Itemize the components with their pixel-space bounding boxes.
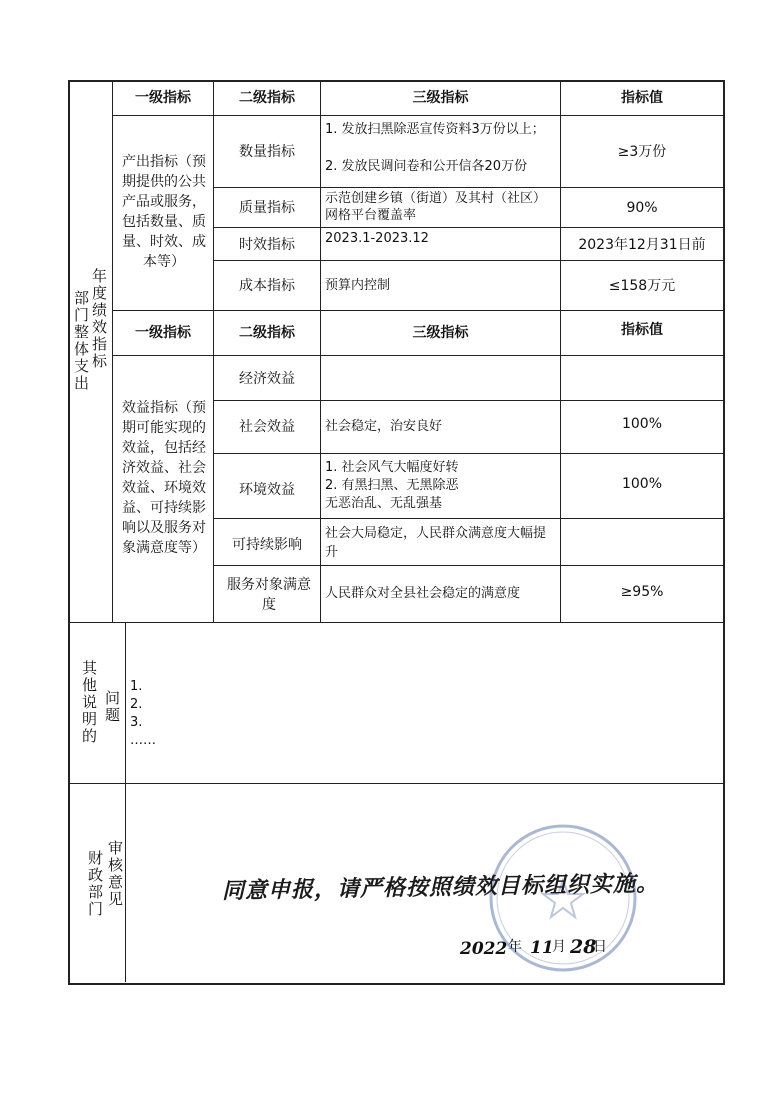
date-day: 28: [570, 936, 597, 958]
approval-opinion-handwritten: 同意申报，请严格按照绩效目标组织实施。: [221, 870, 660, 905]
cost-indicator-value: ≤158万元: [608, 278, 676, 294]
header1-level2: 二级指标: [239, 90, 295, 106]
timeliness-indicator-value: 2023年12月31日前: [578, 237, 706, 253]
date-month-char: 月: [552, 939, 566, 955]
finance-dept-label: 财政部门: [86, 850, 104, 918]
satisfaction-desc: 人民群众对全县社会稳定的满意度: [325, 586, 521, 601]
sustainable-impact-desc: 社会大局稳定，人民群众满意度大幅提升: [325, 526, 547, 560]
quantity-indicator-label: 数量指标: [239, 144, 295, 160]
finance-opinion-label: 审核意见: [106, 840, 124, 908]
other-notes-label: 其他说明的: [80, 660, 98, 745]
social-benefit-label: 社会效益: [239, 419, 295, 435]
other-notes-label-2: 问题: [103, 690, 121, 724]
economic-benefit-label: 经济效益: [239, 371, 295, 387]
satisfaction-label: 服务对象满意度: [227, 577, 311, 613]
quantity-indicator-desc-2: 2. 发放民调问卷和公开信各20万份: [325, 159, 528, 174]
section-label-dept: 部门整体支出: [72, 290, 90, 392]
other-notes-item-more: ……: [130, 733, 156, 748]
header1-value: 指标值: [621, 90, 663, 106]
quality-indicator-value: 90%: [626, 200, 658, 216]
quality-indicator-label: 质量指标: [239, 200, 295, 216]
satisfaction-value: ≥95%: [620, 584, 664, 600]
header1-level3: 三级指标: [412, 90, 469, 106]
date-year: 2022: [460, 939, 508, 959]
timeliness-indicator-desc: 2023.1-2023.12: [325, 231, 429, 246]
other-notes-item-1: 1.: [130, 679, 143, 694]
section-label-indicator: 年度绩效指标: [90, 268, 108, 370]
date-day-char: 日: [593, 939, 607, 955]
other-notes-item-2: 2.: [130, 697, 143, 712]
environmental-benefit-value: 100%: [621, 476, 663, 492]
social-benefit-desc: 社会稳定，治安良好: [325, 419, 443, 434]
environmental-benefit-desc-3: 无恶治乱、无乱强基: [325, 496, 443, 511]
other-notes-item-3: 3.: [130, 715, 143, 730]
header2-level1: 一级指标: [135, 325, 191, 341]
timeliness-indicator-label: 时效指标: [239, 237, 295, 253]
header1-level1: 一级指标: [135, 90, 191, 106]
header2-level2: 二级指标: [239, 325, 295, 341]
quality-indicator-desc: 示范创建乡镇（街道）及其村（社区）网格平台覆盖率: [325, 191, 547, 223]
environmental-benefit-label: 环境效益: [239, 482, 295, 498]
environmental-benefit-desc-1: 1. 社会风气大幅度好转: [325, 460, 459, 475]
output-level1-label: 产出指标（预期提供的公共产品或服务，包括数量、质量、时效、成本等）: [122, 154, 206, 270]
cost-indicator-desc: 预算内控制: [325, 278, 391, 293]
cost-indicator-label: 成本指标: [239, 278, 295, 294]
header2-value: 指标值: [621, 322, 663, 338]
header2-level3: 三级指标: [412, 325, 469, 341]
benefit-level1-label: 效益指标（预期可能实现的效益，包括经济效益、社会效益、环境效益、可持续影响以及服务对象满意度等）: [122, 400, 206, 556]
quantity-indicator-value: ≥3万份: [617, 144, 667, 160]
social-benefit-value: 100%: [621, 416, 663, 432]
quantity-indicator-desc-1: 1. 发放扫黑除恶宣传资料3万份以上；: [325, 122, 545, 137]
environmental-benefit-desc-2: 2. 有黑扫黑、无黑除恶: [325, 478, 459, 493]
date-month: 11: [530, 938, 554, 958]
date-year-char: 年: [508, 939, 522, 955]
sustainable-impact-label: 可持续影响: [232, 537, 302, 553]
